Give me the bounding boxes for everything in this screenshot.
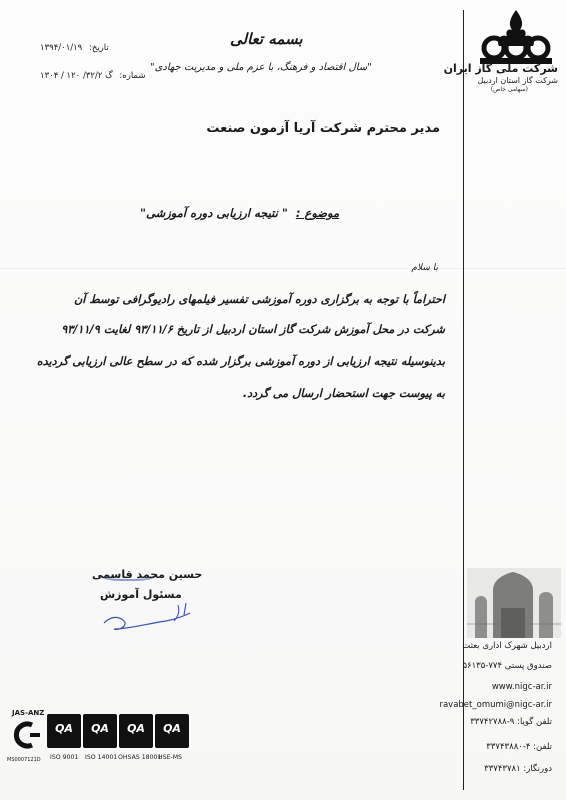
company-subtitle-legal: (سهامی خاص) — [490, 86, 528, 93]
badge-text: QA — [91, 722, 109, 735]
phone-line: تلفن: ۴-۳۳۷۴۳۸۸۰ — [486, 742, 552, 752]
cert-label: OHSAS 18001 — [118, 754, 162, 761]
body-line: احتراماً با توجه به برگزاری دوره آموزشی تفسیر فیلمهای رادیوگرافی توسط آن — [73, 293, 445, 306]
badge-text: QA — [127, 722, 145, 735]
subject-label: موضوع : — [295, 206, 340, 220]
ohsas-18001-badge-icon — [119, 714, 153, 748]
company-subtitle: شرکت گاز استان اردبیل — [477, 76, 558, 85]
hse-ms-badge-icon — [155, 714, 189, 748]
signer-title: مسئول آموزش — [100, 588, 182, 601]
cert-label: ISO 14001 — [85, 754, 118, 761]
jas-anz-label: JAS-ANZ — [12, 709, 45, 717]
iso-9001-badge-icon — [47, 714, 81, 748]
recipient-line: مدیر محترم شرکت آریا آزمون صنعت — [206, 121, 440, 136]
sidebar-divider — [463, 10, 464, 790]
paper-fold — [0, 268, 566, 269]
company-name: شرکت ملی گاز ایران — [443, 62, 558, 75]
badge-text: QA — [55, 722, 73, 735]
po-box-line: صندوق پستی ۷۷۴-۵۶۱۳۵ — [462, 661, 552, 671]
email-link[interactable]: ravabet_omumi@nigc-ar.ir — [439, 700, 552, 710]
body-line: شرکت در محل آموزش شرکت گاز استان اردبیل از تاریخ ۹۳/۱۱/۶ لغایت ۹۳/۱۱/۹ — [61, 323, 445, 336]
handwritten-signature — [90, 595, 210, 645]
date-label: تاریخ: — [88, 43, 109, 53]
greeting: با سلام — [411, 263, 438, 273]
date-field — [40, 43, 109, 53]
number-label: شماره: — [119, 71, 146, 81]
year-motto: "سال اقتصاد و فرهنگ، با عزم ملی و مدیریت جهادی" — [150, 62, 372, 73]
nigc-flame-logo-icon — [474, 8, 558, 66]
subject-text: " نتیجه ارزیابی دوره آموزشی" — [140, 206, 288, 220]
cert-label: HSE-MS — [158, 754, 182, 761]
number-value: گ ۳۲/۲/ ۱۲۰ / ۱۳۰۴ — [40, 71, 113, 81]
badge-text: QA — [163, 722, 181, 735]
address-line: اردبیل شهرک اداری بعثت — [462, 641, 552, 651]
signer-name: حسین محمد قاسمی — [92, 568, 203, 581]
bismillah-heading: بسمه تعالی — [230, 30, 303, 48]
body-line: به پیوست جهت استحضار ارسال می گردد. — [242, 387, 445, 400]
subject-line — [140, 206, 339, 220]
date-value: ۱۳۹۴/۰۱/۱۹ — [40, 43, 83, 53]
body-line: بدینوسیله نتیجه ارزیابی از دوره آموزشی برگزار شده که در سطح عالی ارزیابی گردیده — [36, 355, 445, 368]
fax-line: دورنگار: ۳۳۷۴۳۷۸۱ — [484, 764, 552, 774]
accreditation-code: MS0007121D — [7, 757, 41, 763]
phone-auto-line: تلفن گویا: ۹-۳۳۷۴۲۷۸۸ — [470, 717, 552, 727]
mausoleum-building-icon — [467, 568, 561, 638]
iso-14001-badge-icon — [83, 714, 117, 748]
accreditation-mark-icon — [12, 720, 42, 750]
letter-number-field — [40, 71, 145, 81]
cert-label: ISO 9001 — [50, 754, 79, 761]
website-link[interactable]: www.nigc-ar.ir — [491, 682, 552, 692]
